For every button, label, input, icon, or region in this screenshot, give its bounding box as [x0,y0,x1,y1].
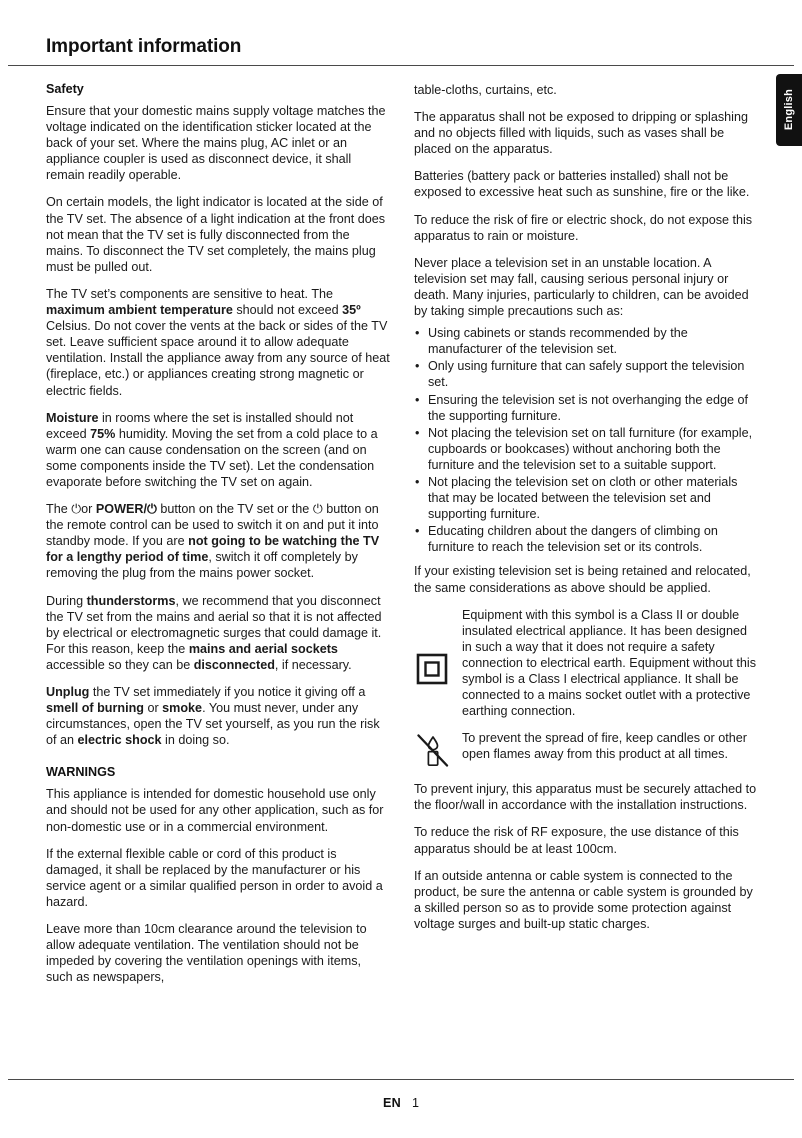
text-run: , if necessary. [274,657,352,672]
paragraph-light-indicator: On certain models, the light indicator is located at the side of the TV set. The absence of a light indication at the front does not mean that the TV set is fully disconnected from the mains. To disconnect the TV set completely, the mains plug must be pulled out. [46,195,386,274]
power-symbol-icon: ⏻ [312,501,323,517]
right-column [414,82,758,996]
paragraph-table-cloths: table-cloths, curtains, etc. [414,83,557,97]
paragraph-clearance: Leave more than 10cm clearance around the television to allow adequate ventilation. The ventilation should not be impeded by covering the ventilation openings with items, such as newspapers, [46,922,367,985]
left-column [46,82,390,996]
language-side-tab [776,74,802,146]
footer-language-code: EN [382,1096,402,1110]
power-symbol-icon: ⏻ [71,501,82,517]
text-run: or [81,502,96,517]
list-item: • Not placing the television set on tall furniture (for example, cupboards or bookcases) without anchoring both the furniture and the television set to a suitable support. [414,425,758,473]
heading-warnings: WARNINGS [46,765,116,780]
text-run-bold: mains and aerial sockets [188,641,338,656]
footer-divider [8,1079,794,1080]
paragraph-power-button [46,501,390,581]
list-item: • Only using furniture that can safely support the television set. [414,358,758,390]
no-open-flame-candle-icon [416,731,450,774]
paragraph-dripping-splashing: The apparatus shall not be exposed to dripping or splashing and no objects filled with liquids, such as vases shall be placed on the apparatus. [414,110,748,157]
text-run: should not exceed [232,303,343,318]
paragraph-unstable-location: Never place a television set in an unstable location. A television set may fall, causing serious personal injury or death. Many injuries, particularly to children, can be avoided by taking simple precautions such as: [414,255,749,319]
paragraph-mains-supply: Ensure that your domestic mains supply voltage matches the voltage indicated on the identification sticker located at the back of your set. Where the mains plug, AC inlet or an appliance coupler is used as disconnect device, it shall remain readily operable. [46,104,386,183]
paragraph-moisture [46,410,390,490]
two-column-body [46,82,758,996]
text-run: accessible so they can be [46,657,194,672]
language-side-tab-label: English [783,89,795,131]
no-open-flame-block [414,730,758,770]
text-run-bold: POWER/ [95,502,147,517]
text-run-bold: electric shock [77,733,162,748]
text-run: button on the TV set or the [156,502,313,517]
paragraph-retained-relocated: If your existing television set is being retained and relocated, the same considerations as above should be applied. [414,564,751,595]
text-run-bold: smell of burning [46,701,144,716]
text-run-bold: 35º [342,303,361,318]
list-item: • Educating children about the dangers of climbing on furniture to reach the television set or its controls. [414,523,758,555]
text-run-bold: Moisture [46,410,99,425]
precautions-list [414,325,758,555]
paragraph-unplug [46,684,390,748]
page-footer [0,1096,802,1110]
list-item: • Using cabinets or stands recommended by the manufacturer of the television set. [414,325,758,357]
text-run-bold: maximum ambient temperature [46,303,233,318]
paragraph-domestic-use: This appliance is intended for domestic household use only and should not be used for any other application, such as for non-domestic use or in a commercial environment. [46,787,384,834]
text-run-bold: not going to be watching the TV for a lengthy period of time [46,534,380,565]
text-run-bold: thunderstorms [86,593,176,608]
text-run: or [143,701,163,716]
list-item: • Ensuring the television set is not overhanging the edge of the supporting furniture. [414,392,758,424]
page-title: Important information [46,36,242,57]
footer-page-number: 1 [412,1096,420,1110]
text-run-bold: disconnected [193,657,275,672]
text-run: The [46,502,72,517]
text-run: the TV set immediately if you notice it giving off a [89,685,366,699]
text-run: . You must never, under any circumstances, open the TV set yourself, as you run the risk of an [46,701,380,748]
paragraph-batteries: Batteries (battery pack or batteries installed) shall not be exposed to excessive heat such as sunshine, fire or the like. [414,169,750,200]
paragraph-rain-moisture: To reduce the risk of fire or electric shock, do not expose this apparatus to rain or moisture. [414,212,753,243]
class-2-symbol-text: Equipment with this symbol is a Class II or double insulated electrical appliance. It has been designed in such a way that it does not require a safety connection to electrical earth. Equipment without this symbol is a Class I electrical appliance. It shall be connected to a mains socket outlet with a protective earthing connection. [462,607,757,719]
text-run-bold: 75% [90,426,116,441]
paragraph-damaged-cable: If the external flexible cable or cord of this product is damaged, it shall be replaced by the manufacturer or his service agent or a similar qualified person in order to avoid a hazard. [46,846,383,909]
text-run-bold: smoke [162,701,203,716]
text-run: During [46,593,87,608]
paragraph-secure-attachment: To prevent injury, this apparatus must be securely attached to the floor/wall in accordance with the installation instructions. [414,782,757,813]
header-divider [8,65,794,66]
text-run: in doing so. [161,733,230,748]
text-run: humidity. Moving the set from a cold place to a warm one can cause condensation on the screen (and on some components inside the TV set). Let the condensation evaporate before switching the TV set on again. [46,426,378,489]
heading-safety: Safety [46,82,84,96]
text-run: , we recommend that you disconnect the TV set from the mains and aerial so that it is not affected by electrical or electromagnetic surges that could damage it. For this reason, keep the [46,593,382,656]
no-open-flame-text: To prevent the spread of fire, keep candles or other open flames away from this product at all times. [462,731,747,762]
paragraph-ambient-temperature [46,286,390,399]
power-symbol-icon: ⏻ [146,501,157,517]
text-run: Celsius. Do not cover the vents at the back or sides of the TV set. Leave sufficient space around it to allow adequate ventilation. Install the appliance away from any source of heat (fireplace, etc.) or appliances creating strong magnetic or electric fields. [46,319,390,398]
text-run: in rooms where the set is installed should not exceed [46,410,354,441]
list-item: • Not placing the television set on cloth or other materials that may be located between the television set and supporting furniture. [414,474,758,522]
class-2-symbol-block [414,607,758,720]
paragraph-thunderstorms [46,593,390,673]
paragraph-outside-antenna: If an outside antenna or cable system is connected to the product, be sure the antenna or cable system is grounded by a skilled person so as to provide some protection against voltage surges and built-up static charges. [414,868,753,931]
text-run: The TV set’s components are sensitive to heat. The [46,286,334,301]
text-run: , switch it off completely by removing the plug from the mains power socket. [46,550,358,581]
text-run: button on the remote control can be used to switch it on and put it into standby mode. If you are [46,502,379,549]
text-run-bold: Unplug [46,685,90,699]
class-2-double-square-icon [416,653,448,690]
paragraph-rf-exposure: To reduce the risk of RF exposure, the use distance of this apparatus should be at least 100cm. [414,825,739,856]
